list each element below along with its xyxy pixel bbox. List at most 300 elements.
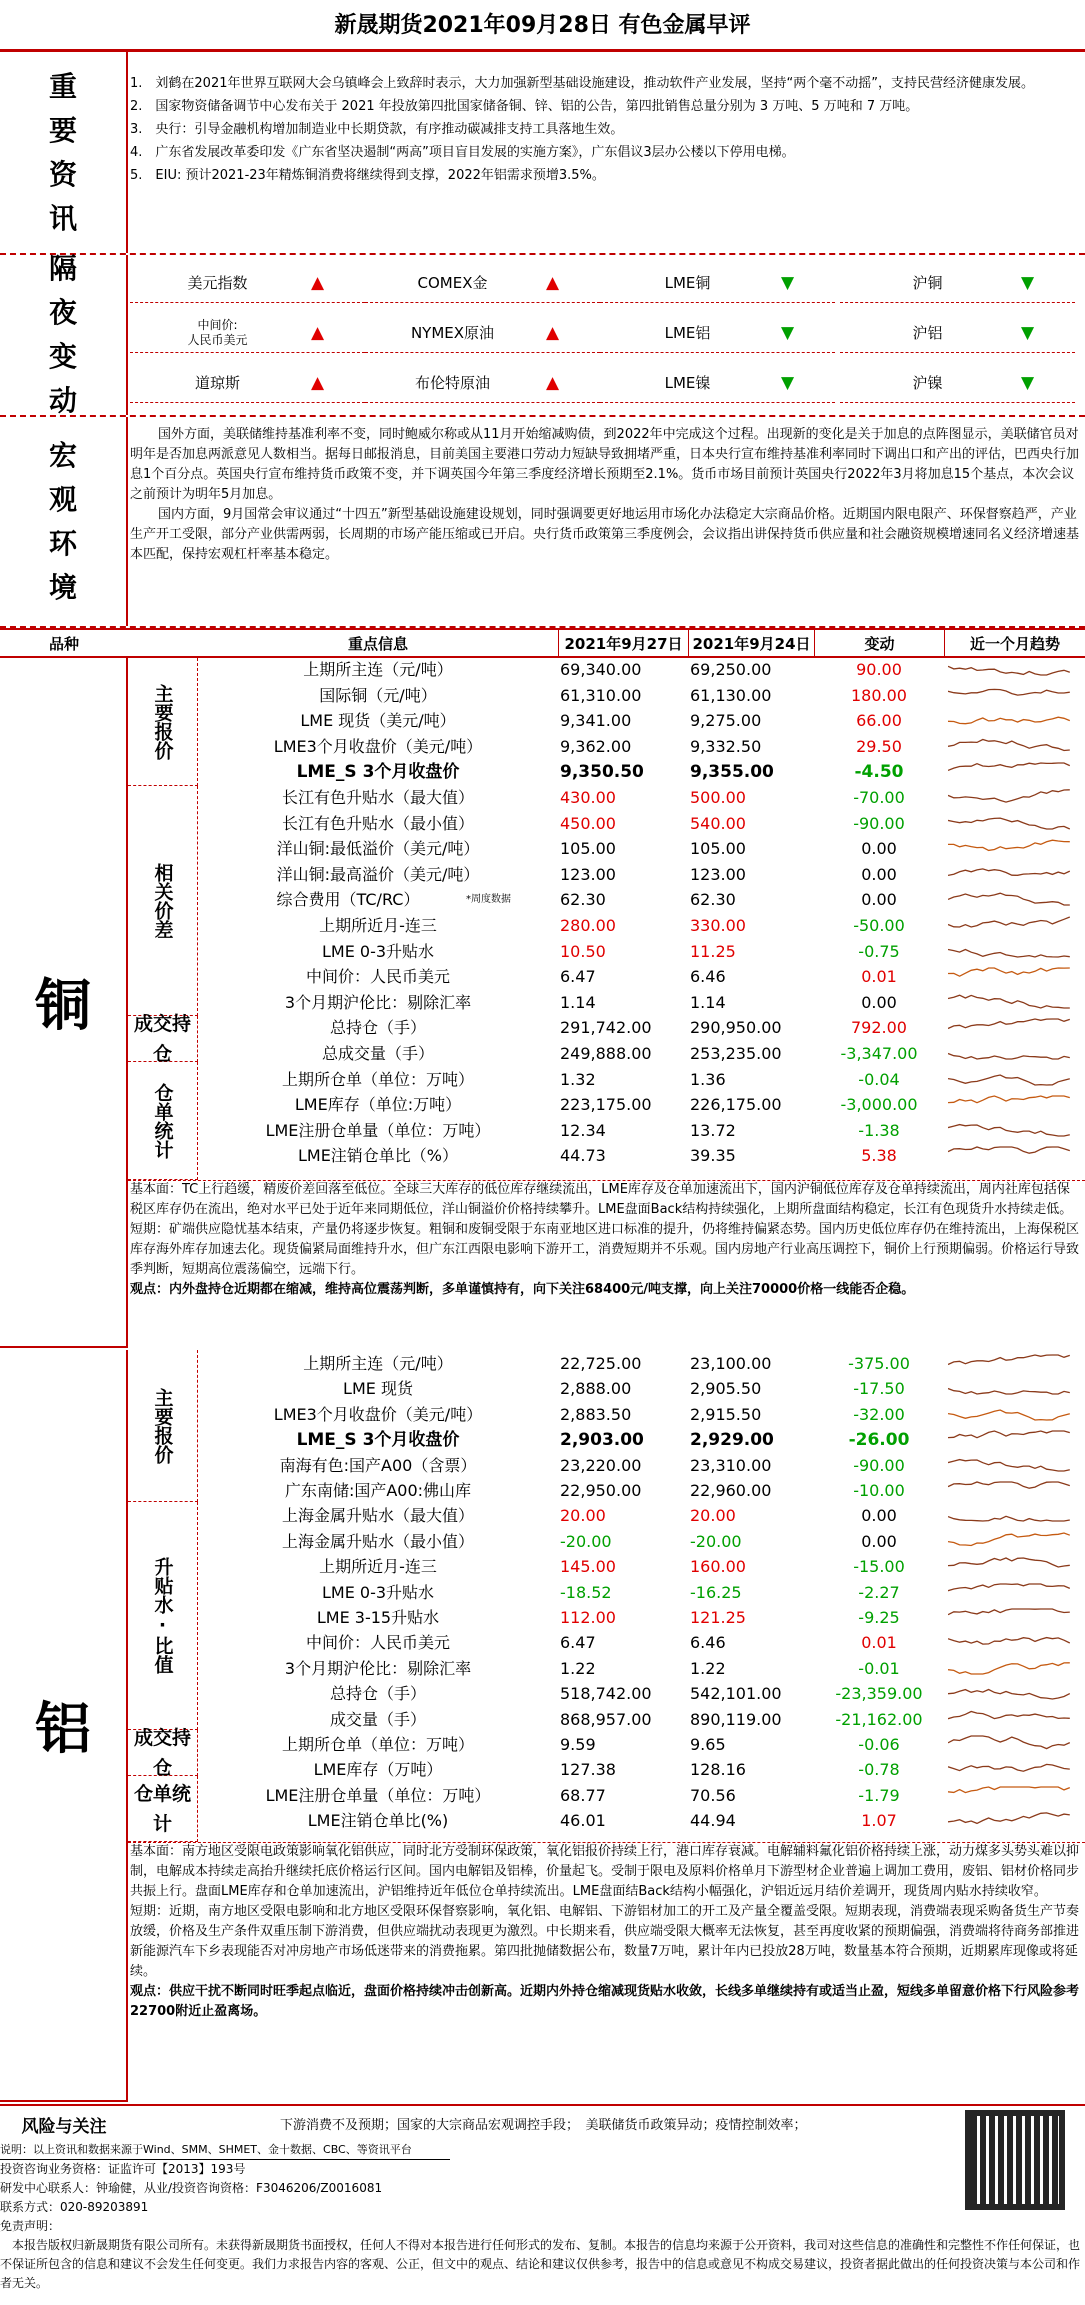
value-previous: 70.56 — [690, 1785, 736, 1805]
row-label: 上海金属升贴水（最大值） — [281, 1506, 474, 1526]
row-label: 上期所仓单（单位：万吨） — [281, 1735, 474, 1754]
trend-cell — [948, 1530, 1083, 1554]
trend-cell — [948, 1657, 1083, 1681]
copper-view: 观点：内外盘持仓近期都在缩减，维持高位震荡判断，多单谨慎持有，向下关注68400元/吨支撑，向上关注70000价格一线能否企稳。 — [130, 1282, 915, 1297]
table-row — [198, 1555, 1085, 1579]
row-label: 国际铜（元/吨） — [319, 685, 437, 705]
value-previous: 105.00 — [690, 839, 746, 859]
trend-cell — [948, 965, 1083, 989]
value-previous: 890,119.00 — [690, 1709, 782, 1729]
sparkline-path — [948, 917, 1070, 927]
source-note: 说明：以上资讯和数据来源于Wind、SMM、SHMET、金十数据、CBC、等资讯平台 — [0, 2140, 450, 2160]
trend-cell — [948, 1758, 1083, 1782]
value-change: -50.00 — [853, 916, 905, 935]
table-border — [128, 1180, 1085, 1181]
trend-cell — [948, 1479, 1083, 1503]
table-row — [198, 1733, 1085, 1757]
value-current: 22,950.00 — [560, 1481, 642, 1500]
value-change: -0.06 — [858, 1735, 900, 1754]
trend-sparkline — [948, 684, 1073, 704]
trend-cell — [948, 709, 1083, 733]
macro-label: 宏 观 环 境 — [0, 417, 128, 626]
value-change: -9.25 — [858, 1608, 900, 1627]
risk-text: 下游消费不及预期；国家的大宗商品宏观调控手段； 美联储货币政策异动；疫情控制效率； — [280, 2118, 807, 2133]
value-current: 10.50 — [560, 941, 606, 961]
value-current: 62.30 — [560, 890, 606, 910]
news-label: 重 要 资 讯 — [0, 52, 128, 253]
trend-cell — [948, 1093, 1083, 1117]
row-label: 总持仓（手） — [329, 1018, 426, 1038]
row-label: LME 现货 — [343, 1379, 413, 1399]
row-label: 上期所主连（元/吨） — [303, 660, 453, 679]
table-row — [198, 914, 1085, 938]
table-row — [198, 1042, 1085, 1066]
value-previous: 39.35 — [690, 1146, 736, 1166]
table-row — [198, 658, 1085, 682]
value-current: 1.14 — [560, 992, 596, 1012]
footer-line: 投资咨询业务资格：证监许可【2013】193号 — [0, 2162, 246, 2176]
overnight-name: 沪铜 — [912, 274, 943, 292]
value-current: 112.00 — [560, 1608, 616, 1627]
overnight-grid — [130, 263, 1085, 413]
value-previous: 9,332.50 — [690, 736, 762, 756]
value-previous: 540.00 — [690, 813, 746, 833]
overnight-name: LME铝 — [664, 324, 711, 342]
value-current: 22,725.00 — [560, 1354, 642, 1373]
value-change: -26.00 — [848, 1430, 910, 1451]
sparkline-path — [948, 840, 1070, 850]
up-triangle-icon: ▲ — [545, 322, 560, 343]
value-previous: 253,235.00 — [690, 1044, 782, 1063]
value-current: 291,742.00 — [560, 1018, 652, 1038]
sparkline-path — [948, 1075, 1070, 1085]
trend-sparkline — [948, 888, 1073, 908]
value-change: -23,359.00 — [835, 1684, 923, 1704]
overnight-name: NYMEX原油 — [410, 324, 495, 342]
value-previous: 23,100.00 — [690, 1354, 772, 1373]
row-label: 总成交量（手） — [321, 1044, 434, 1063]
value-previous: 1.36 — [690, 1069, 726, 1089]
row-label: 上期所仓单（单位：万吨） — [281, 1069, 474, 1089]
value-current: -20.00 — [560, 1531, 612, 1551]
copper-fundamentals: 基本面：TC上行趋缓，精废价差回落至低位。全球三大库存的低位库存继续流出，LME库存及仓单加速流出下，国内沪铜低位库存及仓单持续流出，周内社库包括保税区库存仍在流出，绝对水平已处于近年来同期低位，洋山铜溢价价格持续攀升。LME盘面Back结构持续强化，上期所盘面结构稳定，长江有色现货升水持续走低。 — [130, 1182, 1073, 1217]
trend-sparkline — [948, 1144, 1073, 1164]
trend-cell — [948, 1428, 1083, 1452]
trend-cell — [948, 914, 1083, 938]
row-label: 成交量（手） — [329, 1709, 426, 1729]
trend-sparkline — [948, 1093, 1073, 1113]
value-previous: 500.00 — [690, 788, 746, 807]
trend-cell — [948, 1606, 1083, 1630]
value-change: 66.00 — [856, 711, 902, 731]
table-row — [198, 1144, 1085, 1168]
trend-sparkline — [948, 1042, 1073, 1062]
trend-sparkline — [948, 1504, 1073, 1524]
trend-cell — [948, 1682, 1083, 1706]
macro-section — [0, 417, 1085, 628]
sparkline-path — [948, 666, 1070, 675]
up-triangle-icon: ▲ — [310, 322, 325, 343]
row-label: 洋山铜:最低溢价（美元/吨） — [276, 839, 480, 859]
row-label: 上期所近月-连三 — [319, 916, 437, 935]
overnight-cell — [840, 363, 1075, 403]
weekly-note: *周度数据 — [466, 894, 511, 906]
trend-cell — [948, 1504, 1083, 1528]
table-row — [198, 1504, 1085, 1528]
row-label: LME 现货（美元/吨） — [300, 711, 456, 731]
table-row — [198, 1352, 1085, 1376]
sparkline-path — [948, 689, 1070, 695]
header-info: 重点信息 — [347, 635, 408, 653]
table-row — [198, 1581, 1085, 1605]
row-label: 上期所主连（元/吨） — [303, 1354, 453, 1373]
down-triangle-icon: ▼ — [780, 372, 795, 393]
value-change: -10.00 — [853, 1481, 905, 1500]
row-label: LME 3-15升贴水 — [316, 1608, 440, 1627]
news-item: 5. EIU: 预计2021-23年精炼铜消费将继续得到支撑，2022年铝需求预增3.5%。 — [130, 168, 605, 183]
trend-cell — [948, 1708, 1083, 1732]
trend-sparkline — [948, 1530, 1073, 1550]
trend-sparkline — [948, 1119, 1073, 1139]
sparkline-path — [948, 1389, 1070, 1395]
value-current: 2,883.50 — [560, 1404, 632, 1424]
table-row — [198, 812, 1085, 836]
trend-sparkline — [948, 760, 1073, 780]
row-label: LME_S 3个月收盘价 — [296, 1430, 460, 1451]
value-previous: 61,130.00 — [690, 685, 772, 705]
table-row — [198, 709, 1085, 733]
value-current: 2,888.00 — [560, 1379, 632, 1399]
row-label: LME注销仓单比(%) — [307, 1811, 449, 1831]
value-change: -70.00 — [853, 788, 905, 807]
row-label: LME库存（万吨） — [313, 1760, 443, 1780]
value-previous: 11.25 — [690, 941, 736, 961]
aluminium-shortterm: 短期：近期，南方地区受限电影响和北方地区受限环保督察影响，氧化铝、电解铝、下游铝材加工的开工及产量全覆盖受限。短期表现，消费端表现采购备货生产节奏放缓，价格及生产条件双重压制下游消费，但供应端扰动表现更为激烈。中长期来看，供应端受限大概率无法恢复，甚至再度收紧的预期偏强，消费端将待商务部推进新能源汽车下乡表现能否对冲房地产市场低迷带来的消费拖累。第四批抛储数据公布，数量7万吨，累计年内已投放28万吨，数量基本符合预期，近期累库现像或将延续。 — [130, 1904, 1080, 1979]
aluminium-fundamentals: 基本面：南方地区受限电政策影响氧化铝供应，同时北方受制环保政策，氧化铝报价持续上行，港口库存衰减。电解辅料氟化铝价格持续上涨，动力煤多头势头难以抑制，电解成本持续走高抬升继续托底价格运行区间。国内电解铝及铝棒，价量起飞。受制于限电及原料价格单月下游型材企业普遍上调加工费用，废铝、铝材价格同步共振上行。盘面LME库存和仓单加速流出，沪铝维持近年低位仓单持续流出。LME盘面结Back结构小幅强化，沪铝近远月结价差调开，现货周内贴水持续收窄。 — [130, 1844, 1080, 1899]
value-previous: 121.25 — [690, 1608, 746, 1627]
sparkline-path — [948, 1019, 1070, 1029]
sparkline-path — [948, 1533, 1070, 1546]
up-triangle-icon: ▲ — [545, 372, 560, 393]
value-change: -375.00 — [848, 1354, 910, 1373]
trend-sparkline — [948, 991, 1073, 1011]
header-date2: 2021年9月24日 — [688, 630, 814, 658]
value-current: 12.34 — [560, 1120, 606, 1140]
row-label: 上期所近月-连三 — [319, 1557, 437, 1577]
value-previous: -20.00 — [690, 1531, 742, 1551]
row-label: 3个月期沪伦比：剔除汇率 — [284, 1658, 472, 1678]
value-change: 5.38 — [861, 1146, 897, 1166]
sparkline-path — [948, 1813, 1070, 1824]
value-current: 46.01 — [560, 1811, 606, 1831]
row-group-label: 升贴水·比值 — [128, 1502, 198, 1730]
overnight-cell — [365, 313, 600, 353]
value-change: 1.07 — [861, 1811, 897, 1831]
trend-sparkline — [948, 1657, 1073, 1677]
trend-cell — [948, 1784, 1083, 1808]
sparkline-path — [948, 1663, 1070, 1674]
value-previous: 128.16 — [690, 1760, 746, 1780]
row-label: 广东南储:国产A00:佛山库 — [284, 1481, 472, 1500]
trend-sparkline — [948, 1733, 1073, 1753]
trend-sparkline — [948, 940, 1073, 960]
overnight-name: 中间价: 人民币美元 — [187, 317, 248, 347]
overnight-cell — [840, 313, 1075, 353]
row-label: 中间价：人民币美元 — [305, 1633, 450, 1653]
value-previous: 542,101.00 — [690, 1684, 782, 1704]
value-current: 9,341.00 — [560, 711, 632, 731]
trend-cell — [948, 1454, 1083, 1478]
sparkline-path — [948, 1711, 1070, 1718]
value-current: 69,340.00 — [560, 660, 642, 679]
value-current: 223,175.00 — [560, 1095, 652, 1115]
sparkline-path — [948, 1609, 1070, 1615]
sparkline-path — [948, 995, 1070, 1008]
sparkline-path — [948, 1787, 1070, 1793]
table-row — [198, 1093, 1085, 1117]
sparkline-path — [948, 1584, 1070, 1591]
value-change: 0.00 — [861, 890, 897, 910]
sparkline-path — [948, 1096, 1070, 1103]
value-change: -1.79 — [858, 1785, 900, 1805]
sparkline-path — [948, 894, 1070, 906]
table-row — [198, 991, 1085, 1015]
table-row — [198, 940, 1085, 964]
overnight-name: LME镍 — [664, 374, 711, 392]
trend-sparkline — [948, 786, 1073, 806]
value-current: 9,362.00 — [560, 736, 632, 756]
up-triangle-icon: ▲ — [310, 372, 325, 393]
value-current: 20.00 — [560, 1506, 606, 1526]
overnight-cell — [130, 263, 365, 303]
value-change: 180.00 — [851, 685, 907, 705]
table-row — [198, 1428, 1085, 1452]
value-current: 44.73 — [560, 1146, 606, 1166]
trend-cell — [948, 760, 1083, 784]
row-label: LME注册仓单量（单位：万吨） — [265, 1120, 491, 1140]
value-current: 868,957.00 — [560, 1709, 652, 1729]
overnight-cell — [600, 313, 835, 353]
row-group-label: 仓单统计 — [128, 1776, 198, 1842]
trend-cell — [948, 684, 1083, 708]
value-previous: 9,275.00 — [690, 711, 762, 731]
value-previous: 62.30 — [690, 890, 736, 910]
trend-sparkline — [948, 1555, 1073, 1575]
trend-sparkline — [948, 1068, 1073, 1088]
sparkline-path — [948, 1431, 1070, 1438]
sparkline-path — [948, 1736, 1070, 1749]
value-current: 123.00 — [560, 864, 616, 884]
value-current: 249,888.00 — [560, 1044, 652, 1063]
value-current: 6.47 — [560, 967, 596, 987]
row-label: LME_S 3个月收盘价 — [296, 762, 460, 783]
trend-sparkline — [948, 1377, 1073, 1397]
value-current: 2,903.00 — [560, 1430, 644, 1451]
disclaimer: 本报告版权归新晟期货有限公司所有。未获得新晟期货书面授权，任何人不得对本报告进行任何形式的发布、复制。本报告的信息均来源于公开资料，我司对这些信息的准确性和完整性不作任何保证，也不保证所包含的信息和建议不会发生任何变更。我们力求报告内容的客观、公正，但文中的观点、结论和建议仅供参考，报告中的信息或意见不构成交易建议，投资者据此做出的任何投资决策与本公司和作者无关。 — [0, 2238, 1081, 2290]
table-row — [198, 1606, 1085, 1630]
value-previous: 2,915.50 — [690, 1404, 762, 1424]
footer-line: 研发中心联系人：钟瑜健，从业/投资咨询资格：F3046206/Z0016081 — [0, 2181, 383, 2195]
trend-cell — [948, 1042, 1083, 1066]
row-label: LME库存（单位:万吨） — [294, 1095, 462, 1115]
value-change: -90.00 — [853, 1455, 905, 1475]
table-row — [198, 1758, 1085, 1782]
value-current: 68.77 — [560, 1785, 606, 1805]
value-previous: 2,905.50 — [690, 1379, 762, 1399]
value-current: 105.00 — [560, 839, 616, 859]
trend-cell — [948, 1631, 1083, 1655]
sparkline-path — [948, 1638, 1070, 1645]
value-change: -3,347.00 — [840, 1044, 918, 1063]
value-change: 90.00 — [856, 660, 902, 679]
copper-analysis — [130, 1180, 1080, 1300]
sparkline-path — [948, 869, 1070, 876]
sparkline-path — [948, 968, 1070, 976]
value-previous: 13.72 — [690, 1120, 736, 1140]
trend-cell — [948, 786, 1083, 810]
value-change: 0.01 — [861, 1633, 897, 1653]
value-change: -0.04 — [858, 1069, 900, 1089]
value-current: 145.00 — [560, 1557, 616, 1577]
row-label: 长江有色升贴水（最小值） — [281, 813, 474, 833]
table-row — [198, 1403, 1085, 1427]
row-label: 3个月期沪伦比：剔除汇率 — [284, 992, 472, 1012]
table-row — [198, 837, 1085, 861]
value-change: -3,000.00 — [840, 1095, 918, 1115]
table-header — [0, 628, 1085, 658]
overnight-name: 沪铝 — [912, 324, 943, 342]
table-row — [198, 1657, 1085, 1681]
up-triangle-icon: ▲ — [310, 272, 325, 293]
trend-sparkline — [948, 1708, 1073, 1728]
macro-domestic: 国内方面，9月国常会审议通过“十四五”新型基础设施建设规划，同时强调要更好地运用市场化办法稳定大宗商品价格。近期国内限电限产、环保督察趋严，产业生产开工受限，部分产业供需两弱，长周期的市场产能压缩或已开启。央行货币政策第三季度例会，会议指出讲保持货币供应量和社会融资规模增速同名义经济增速基本匹配，保持宏观杠杆率基本稳定。 — [130, 507, 1080, 562]
news-item: 3. 央行：引导金融机构增加制造业中长期贷款，有序推动碳减排支持工具落地生效。 — [130, 122, 624, 137]
trend-sparkline — [948, 1682, 1073, 1702]
sparkline-path — [948, 739, 1070, 750]
sparkline-path — [948, 1147, 1070, 1153]
sparkline-path — [948, 1054, 1070, 1060]
sparkline-path — [948, 1410, 1070, 1420]
table-row — [198, 1784, 1085, 1808]
trend-cell — [948, 658, 1083, 682]
row-label: LME注册仓单量（单位：万吨） — [265, 1785, 491, 1805]
aluminium-analysis — [130, 1842, 1080, 2022]
trend-cell — [948, 1733, 1083, 1757]
trend-sparkline — [948, 914, 1073, 934]
overnight-name: 道琼斯 — [194, 374, 240, 392]
row-group-label: 相关价差 — [128, 786, 198, 1016]
header-date1: 2021年9月27日 — [558, 630, 688, 658]
overnight-name: 布伦特原油 — [414, 374, 490, 392]
value-current: 1.32 — [560, 1069, 596, 1089]
macro-text — [130, 425, 1080, 565]
value-current: 9,350.50 — [560, 762, 644, 783]
overnight-cell — [365, 363, 600, 403]
trend-sparkline — [948, 965, 1073, 985]
value-change: -0.01 — [858, 1658, 900, 1678]
page-title: 新晟期货2021年09月28日 有色金属早评 — [0, 0, 1085, 52]
trend-sparkline — [948, 1758, 1073, 1778]
overnight-section — [0, 252, 1085, 417]
trend-cell — [948, 991, 1083, 1015]
footer — [0, 2140, 1085, 2293]
trend-sparkline — [948, 812, 1073, 832]
table-row — [198, 1119, 1085, 1143]
overnight-name: COMEX金 — [417, 274, 488, 292]
value-current: -18.52 — [560, 1582, 612, 1602]
header-change: 变动 — [814, 630, 944, 658]
trend-sparkline — [948, 1016, 1073, 1036]
trend-cell — [948, 1352, 1083, 1376]
risk-label: 风险与关注 — [21, 2117, 107, 2137]
sparkline-path — [948, 790, 1070, 802]
row-group-label: 主要报价 — [128, 658, 198, 786]
down-triangle-icon: ▼ — [780, 322, 795, 343]
table-row — [198, 786, 1085, 810]
trend-sparkline — [948, 1454, 1073, 1474]
trend-cell — [948, 940, 1083, 964]
table-row — [198, 888, 1085, 912]
value-previous: -16.25 — [690, 1582, 742, 1602]
value-current: 127.38 — [560, 1760, 616, 1780]
table-row — [198, 735, 1085, 759]
sparkline-path — [948, 1355, 1070, 1365]
sparkline-path — [948, 1690, 1070, 1700]
footer-line: 免责声明： — [0, 2219, 61, 2233]
value-previous: 23,310.00 — [690, 1455, 772, 1475]
overnight-cell — [365, 263, 600, 303]
row-label: 总持仓（手） — [329, 1684, 426, 1704]
row-label: 南海有色:国产A00（含票） — [279, 1455, 477, 1475]
row-label: LME 0-3升贴水 — [321, 941, 435, 961]
value-current: 23,220.00 — [560, 1455, 642, 1475]
value-change: -32.00 — [853, 1404, 905, 1424]
trend-cell — [948, 1555, 1083, 1579]
row-group-label: 仓单统计 — [128, 1062, 198, 1180]
row-label: 上海金属升贴水（最小值） — [281, 1531, 474, 1551]
up-triangle-icon: ▲ — [545, 272, 560, 293]
value-change: 0.00 — [861, 839, 897, 859]
value-current: 450.00 — [560, 813, 616, 833]
overnight-cell — [600, 263, 835, 303]
trend-sparkline — [948, 1581, 1073, 1601]
trend-sparkline — [948, 735, 1073, 755]
row-label: LME注销仓单比（%） — [297, 1146, 459, 1166]
trend-sparkline — [948, 1479, 1073, 1499]
value-previous: 9,355.00 — [690, 762, 774, 783]
value-change: -15.00 — [853, 1557, 905, 1577]
value-current: 61,310.00 — [560, 685, 642, 705]
news-item: 4. 广东省发展改革委印发《广东省坚决遏制“两高”项目盲目发展的实施方案》，广东倡议3层办公楼以下停用电梯。 — [130, 145, 795, 160]
value-change: 29.50 — [856, 736, 902, 756]
value-current: 9.59 — [560, 1735, 596, 1754]
table-row — [198, 1708, 1085, 1732]
value-previous: 330.00 — [690, 916, 746, 935]
trend-cell — [948, 888, 1083, 912]
header-trend: 近一个月趋势 — [944, 630, 1085, 658]
trend-sparkline — [948, 1784, 1073, 1804]
row-label: LME3个月收盘价（美元/吨） — [273, 1404, 483, 1424]
table-row — [198, 1682, 1085, 1706]
value-previous: 1.22 — [690, 1658, 726, 1678]
down-triangle-icon: ▼ — [1020, 322, 1035, 343]
trend-sparkline — [948, 837, 1073, 857]
table-row — [198, 1454, 1085, 1478]
value-previous: 6.46 — [690, 967, 726, 987]
value-change: -0.75 — [858, 941, 900, 961]
value-change: 792.00 — [851, 1018, 907, 1038]
sparkline-path — [948, 818, 1070, 829]
